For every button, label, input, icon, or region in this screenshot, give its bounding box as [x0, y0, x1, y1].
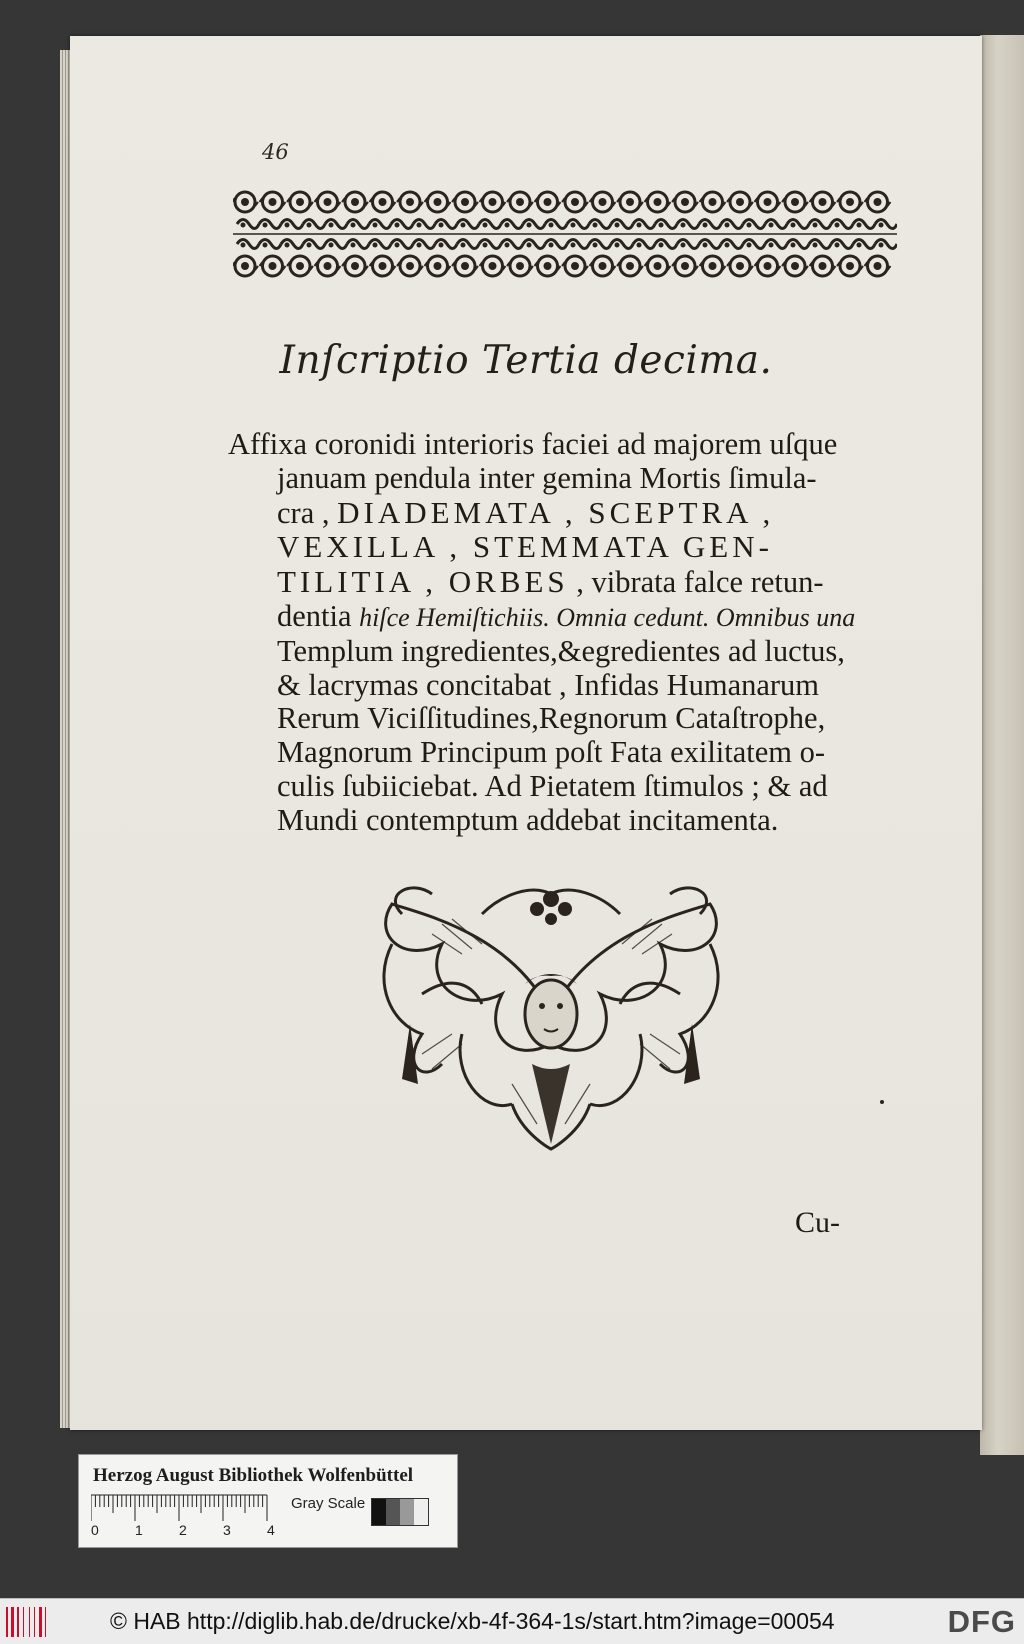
text-run: Affixa coronidi interioris faciei ad majorem uſque [228, 427, 838, 461]
text-run: & lacrymas concitabat , Infidas Humanarum [277, 667, 820, 702]
text-run: Rerum Viciſſitudines,Regnorum Cataſtrophe, [277, 701, 826, 736]
floral-ornament-band [233, 188, 897, 280]
ruler-number: 3 [223, 1522, 231, 1538]
ruler-number: 4 [267, 1522, 275, 1538]
text-run: dentia [277, 598, 360, 633]
text-run: Magnorum Principum poſt Fata exilitatem o- [277, 735, 826, 770]
book-page [70, 36, 982, 1430]
library-name: Herzog August Bibliothek Wolfenbüttel [93, 1465, 414, 1486]
inscription-heading: Inſcriptio Tertia decima. [279, 338, 773, 383]
catchword: Cu- [795, 1206, 840, 1239]
body-paragraph [228, 428, 968, 838]
text-line [228, 770, 968, 804]
library-color-card [78, 1454, 458, 1548]
viewer-footer [0, 1598, 1024, 1644]
text-line [228, 428, 968, 462]
text-run: hiſce Hemiſtichiis. Omnia cedunt. Omnibus una [359, 602, 856, 632]
text-run: januam pendula inter gemina Mortis ſimula- [277, 460, 817, 495]
text-run: culis ſubiiciebat. Ad Pietatem ſtimulos ; & ad [277, 768, 828, 803]
text-line [228, 565, 968, 600]
text-run: cra , [277, 495, 338, 530]
text-run: Mundi contemptum addebat incitamenta. [277, 802, 779, 837]
gray-scale-swatch [371, 1498, 429, 1526]
text-line [228, 702, 968, 736]
text-line [228, 462, 968, 496]
text-run: Templum ingredientes,&egredientes ad luctus, [277, 633, 845, 668]
text-line [228, 736, 968, 770]
text-line [228, 496, 968, 531]
page-number: 46 [262, 140, 289, 164]
text-line [228, 669, 968, 703]
text-run: , vibrata falce retun- [568, 565, 824, 600]
dfg-logo: DFG [947, 1604, 1016, 1639]
gray-scale-label: Gray Scale [291, 1495, 366, 1512]
text-run: DIADEMATA , SCEPTRA , [337, 494, 775, 530]
barcode-logo-icon [6, 1607, 46, 1637]
text-line [228, 804, 968, 838]
ruler-number: 1 [135, 1522, 143, 1538]
measurement-ruler [91, 1493, 271, 1523]
text-run: TILITIA , ORBES [277, 564, 569, 600]
text-line [228, 635, 968, 669]
ruler-number: 0 [91, 1522, 99, 1538]
copyright-url[interactable]: © HAB http://diglib.hab.de/drucke/xb-4f-364-1s/start.htm?image=00054 [110, 1608, 835, 1634]
text-run: VEXILLA , STEMMATA GEN- [277, 529, 773, 565]
text-line [228, 530, 968, 565]
ruler-number: 2 [179, 1522, 187, 1538]
text-line [228, 600, 968, 635]
acanthus-mask-vignette [362, 874, 740, 1156]
ink-speck [880, 1100, 884, 1104]
facing-page-edge [980, 35, 1024, 1455]
